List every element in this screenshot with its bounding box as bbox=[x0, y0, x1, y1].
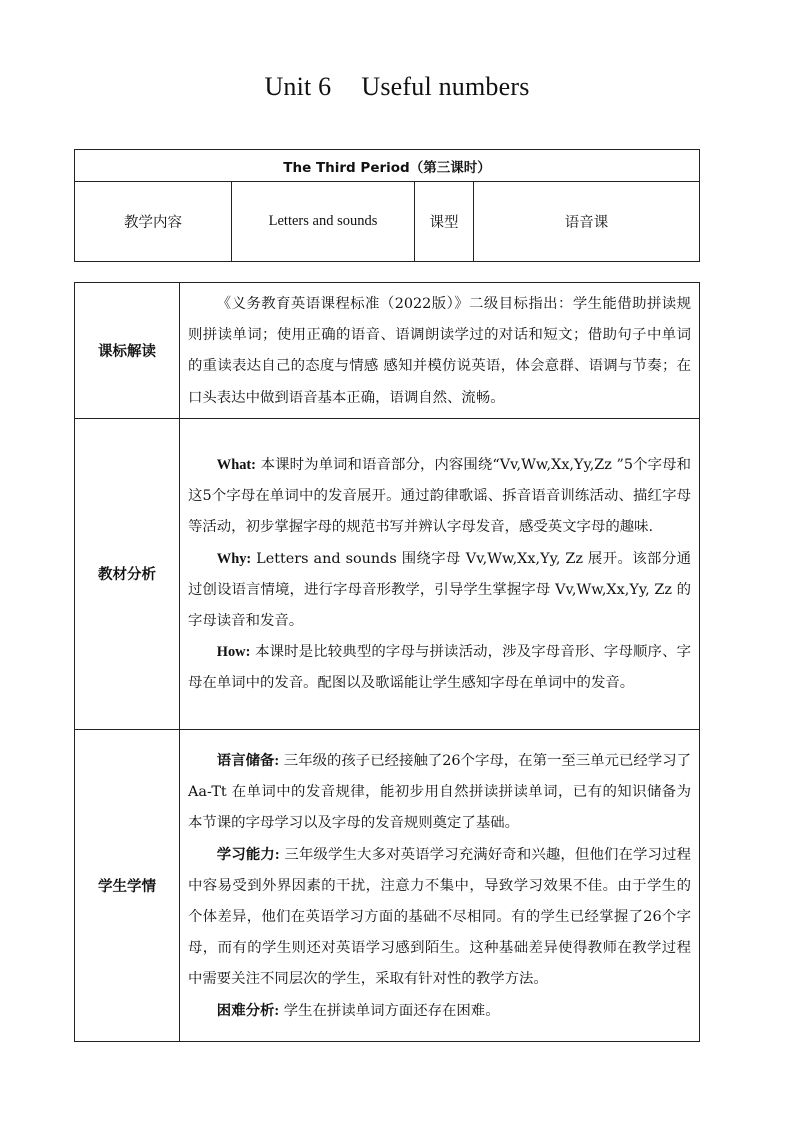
type-label: 课型 bbox=[415, 182, 474, 262]
paragraph: How: 本课时是比较典型的字母与拼读活动，涉及字母音形、字母顺序、字母在单词中的发音。配图以及歌谣能让学生感知字母在单词中的发音。 bbox=[188, 644, 691, 692]
paragraph: 学习能力: 三年级学生大多对英语学习充满好奇和兴趣，但他们在学习过程中容易受到外界因素的干扰，注意力不集中，导致学习效果不佳。由于学生的个体差异，他们在英语学习方面的基础不尽相同。有的学生已经掌握了26个字母，而有的学生则还对英语学习感到陌生。这种基础差异使得教师在教学过程中需要关注不同层次的学生，采取有针对性的教学方法。 bbox=[188, 846, 692, 988]
content-value: Letters and sounds bbox=[232, 182, 415, 262]
section-label: 课标解读 bbox=[75, 283, 180, 419]
paragraph: 语言储备: 三年级的孩子已经接触了26个字母，在第一至三单元已经学习了 Aa-Tt 在单词中的发音规律，能初步用自然拼读拼读单词，已有的知识储备为本节课的字母学习以及字母的发音规则奠定了基础。 bbox=[188, 752, 691, 832]
section-content bbox=[180, 418, 700, 729]
paragraph: What: 本课时为单词和语音部分，内容围绕“Vv,Ww,Xx,Yy,Zz ”5个字母和这5个字母在单词中的发音展开。通过韵律歌谣、拆音语音训练活动、描红字母等活动，初步掌握字母的规范书写并辨认字母发音，感受英文字母的趣味. bbox=[188, 457, 691, 536]
section-content bbox=[180, 729, 700, 1041]
section-label: 学生学情 bbox=[75, 729, 180, 1041]
paragraph-lead: 困难分析: bbox=[216, 1002, 280, 1019]
period-header: The Third Period（第三课时） bbox=[75, 150, 700, 182]
paragraph-lead: 学习能力: bbox=[216, 846, 280, 863]
page-title bbox=[0, 72, 794, 102]
type-value: 语音课 bbox=[474, 182, 700, 262]
lesson-info-table bbox=[74, 149, 700, 262]
paragraph-lead: 语言储备: bbox=[216, 752, 280, 769]
table-row bbox=[75, 418, 700, 729]
paragraph-lead: What: bbox=[216, 457, 256, 473]
analysis-table bbox=[74, 282, 700, 1042]
unit-number: Unit 6 bbox=[264, 72, 332, 101]
paragraph-lead: Why: bbox=[216, 550, 252, 567]
paragraph: Why: Letters and sounds 围绕字母 Vv,Ww,Xx,Yy, Zz 展开。该部分通过创设语言情境，进行字母音形教学，引导学生掌握字母 Vv,Ww,Xx,Yy, Zz 的字母读音和发音。 bbox=[188, 550, 691, 630]
content-label: 教学内容 bbox=[75, 182, 232, 262]
section-label: 教材分析 bbox=[75, 418, 180, 729]
paragraph-lead: How: bbox=[216, 644, 251, 661]
table-row bbox=[75, 729, 700, 1041]
table-row bbox=[75, 283, 700, 419]
paragraph: 困难分析: 学生在拼读单词方面还存在困难。 bbox=[216, 1002, 500, 1019]
section-content bbox=[180, 283, 700, 419]
unit-name: Useful numbers bbox=[361, 72, 530, 101]
paragraph: 《义务教育英语课程标准（2022版）》二级目标指出：学生能借助拼读规则拼读单词；使用正确的语音、语调朗读学过的对话和短文；借助句子中单词的重读表达自己的态度与情感 感知并模仿说英语，体会意群、语调与节奏；在口头表达中做到语音基本正确，语调自然、流畅。 bbox=[188, 296, 691, 406]
